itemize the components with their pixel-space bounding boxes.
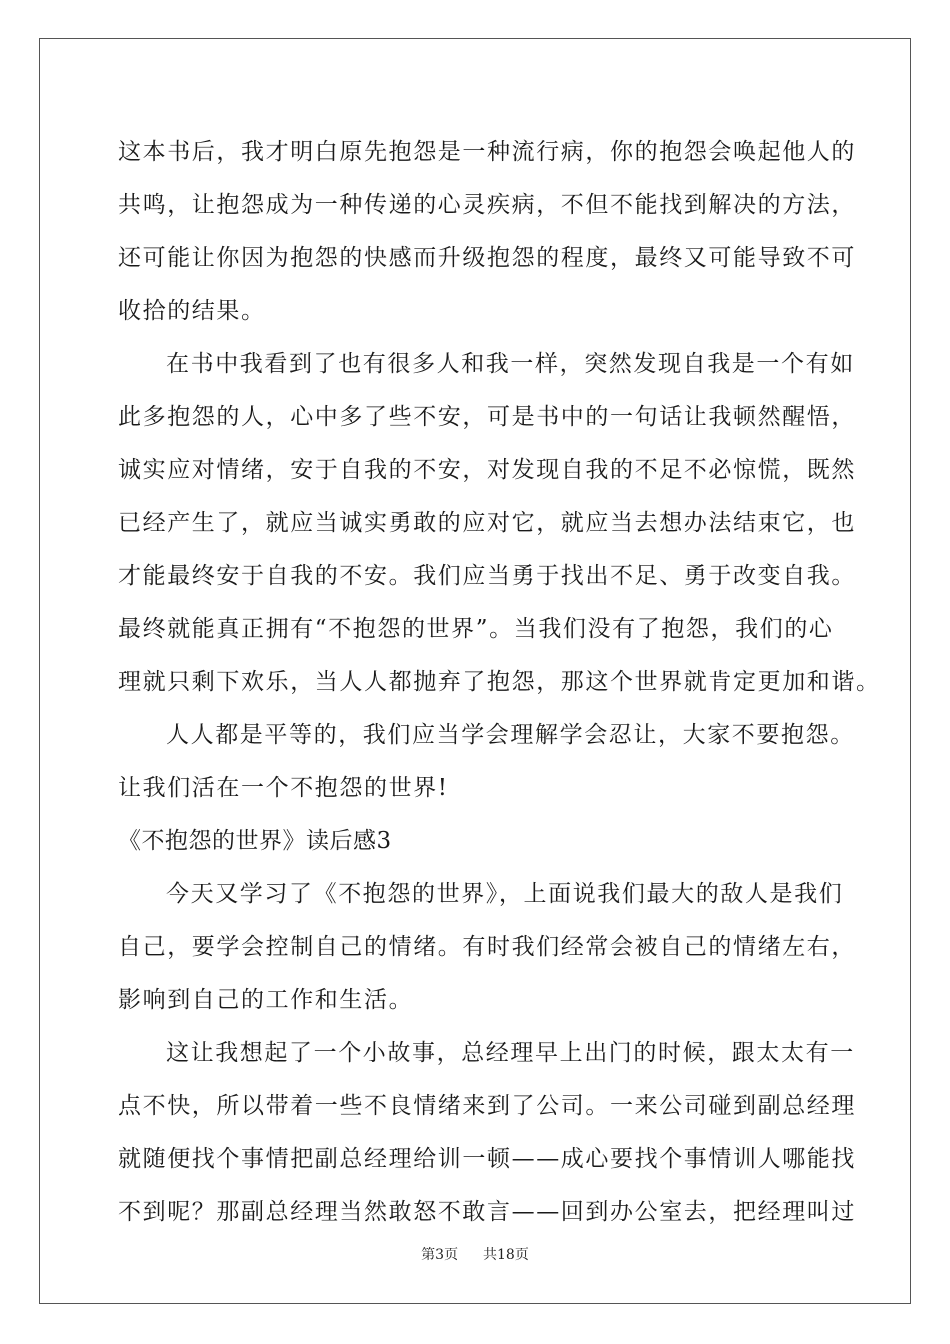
text-line: 人人都是平等的，我们应当学会理解学会忍让，大家不要抱怨。 xyxy=(166,722,855,748)
page-number: 第3页 xyxy=(421,1247,459,1263)
text-line: 才能最终安于自我的不安。我们应当勇于找出不足、勇于改变自我。 xyxy=(118,563,856,589)
text-line: 不到呢？那副总经理当然敢怒不敢言——回到办公室去，把经理叫过 xyxy=(118,1199,856,1225)
text-line: 已经产生了，就应当诚实勇敢的应对它，就应当去想办法结束它，也 xyxy=(118,510,856,536)
page-footer xyxy=(0,1244,950,1264)
text-line: 今天又学习了《不抱怨的世界》，上面说我们最大的敌人是我们 xyxy=(166,881,844,907)
text-line: 理就只剩下欢乐，当人人都抛弃了抱怨，那这个世界就肯定更加和谐。 xyxy=(118,669,881,695)
text-line: 影响到自己的工作和生活。 xyxy=(118,987,414,1013)
section-heading: 《不抱怨的世界》读后感3 xyxy=(118,828,392,854)
document-body xyxy=(118,126,881,1239)
text-line: 就随便找个事情把副总经理给训一顿——成心要找个事情训人哪能找 xyxy=(118,1146,856,1172)
text-line: 点不快，所以带着一些不良情绪来到了公司。一来公司碰到副总经理 xyxy=(118,1093,856,1119)
text-line: 在书中我看到了也有很多人和我一样，突然发现自我是一个有如 xyxy=(166,351,855,377)
text-line: 这本书后，我才明白原先抱怨是一种流行病，你的抱怨会唤起他人的 xyxy=(118,139,856,165)
text-line: 诚实应对情绪，安于自我的不安，对发现自我的不足不必惊慌，既然 xyxy=(118,457,856,483)
text-line: 让我们活在一个不抱怨的世界! xyxy=(118,775,449,801)
text-line: 共鸣，让抱怨成为一种传递的心灵疾病，不但不能找到解决的方法， xyxy=(118,192,856,218)
text-line: 这让我想起了一个小故事，总经理早上出门的时候，跟太太有一 xyxy=(166,1040,855,1066)
text-line: 最终就能真正拥有“不抱怨的世界”。当我们没有了抱怨，我们的心 xyxy=(118,616,834,642)
page-total: 共18页 xyxy=(483,1247,529,1263)
text-line: 收拾的结果。 xyxy=(118,298,266,324)
text-line: 还可能让你因为抱怨的快感而升级抱怨的程度，最终又可能导致不可 xyxy=(118,245,856,271)
text-line: 此多抱怨的人，心中多了些不安，可是书中的一句话让我顿然醒悟， xyxy=(118,404,856,430)
text-line: 自己，要学会控制自己的情绪。有时我们经常会被自己的情绪左右， xyxy=(118,934,856,960)
